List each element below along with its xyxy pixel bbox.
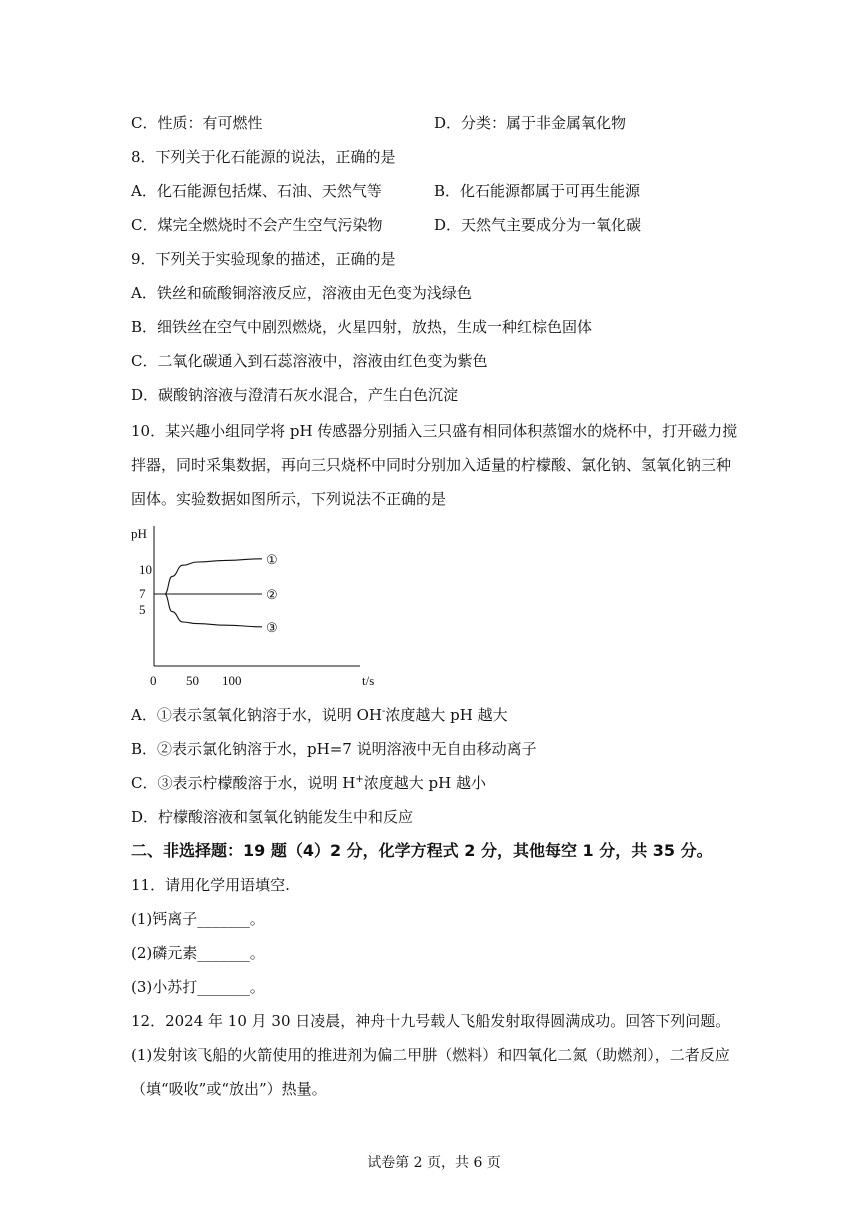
q8-option-a: A．化石能源包括煤、石油、天然气等 (131, 182, 382, 200)
y-tick-label: 5 (139, 602, 146, 617)
q10-stem-line1: 10．某兴趣小组同学将 pH 传感器分别插入三只盛有相同体积蒸馏水的烧杯中，打开磁力搅 (131, 422, 738, 440)
chart-ylabel: pH (131, 526, 147, 541)
q7-option-d: D．分类：属于非金属氧化物 (434, 114, 627, 132)
q12-part1-line2: （填“吸收”或“放出”）热量。 (131, 1080, 327, 1098)
x-tick-label: 0 (150, 673, 157, 688)
q9-option-d: D．碳酸钠溶液与澄清石灰水混合，产生白色沉淀 (131, 386, 459, 404)
q10-stem-line2: 拌器，同时采集数据，再向三只烧杯中同时分别加入适量的柠檬酸、氯化钠、氢氧化钠三种 (131, 456, 732, 474)
series-label-2: ② (266, 587, 278, 602)
q8-option-b: B．化石能源都属于可再生能源 (434, 182, 641, 200)
q8-stem: 8．下列关于化石能源的说法，正确的是 (131, 148, 396, 166)
q10-option-c (131, 773, 486, 793)
q10-option-a (131, 705, 508, 725)
q11-part3: (3)小苏打_______。 (131, 978, 265, 996)
q8-option-c: C．煤完全燃烧时不会产生空气污染物 (131, 216, 383, 234)
q12-part1-line1: (1)发射该飞船的火箭使用的推进剂为偏二甲肼（燃料）和四氧化二氮（助燃剂），二者反应 (131, 1046, 730, 1064)
q9-option-c: C．二氧化碳通入到石蕊溶液中，溶液由红色变为紫色 (131, 352, 488, 370)
series-label-1: ① (266, 551, 278, 567)
chart-xlabel: t/s (362, 673, 375, 688)
y-tick-label: 7 (139, 586, 146, 601)
y-tick-label: 10 (139, 562, 152, 577)
q10-option-c-text: C．③表示柠檬酸溶于水，说明 H (131, 774, 356, 792)
q10-option-a-charge: - (381, 706, 386, 717)
q8-option-d: D．天然气主要成分为一氧化碳 (434, 216, 642, 234)
page-footer: 试卷第 2 页，共 6 页 (367, 1155, 501, 1171)
q10-option-c-charge: + (355, 774, 364, 785)
q11-part2: (2)磷元素_______。 (131, 944, 265, 962)
q10-stem-line3: 固体。实验数据如图所示，下列说法不正确的是 (131, 490, 447, 508)
q9-option-b: B．细铁丝在空气中剧烈燃烧，火星四射，放热，生成一种红棕色固体 (131, 318, 593, 336)
section2-heading: 二、非选择题：19 题（4）2 分，化学方程式 2 分，其他每空 1 分，共 35 分。 (131, 841, 713, 860)
ph-chart (128, 518, 398, 693)
series-label-3: ③ (266, 619, 278, 635)
series-line-3 (165, 594, 262, 627)
q10-option-c-text-end: 浓度越大 pH 越小 (363, 774, 486, 792)
x-tick-label: 50 (186, 673, 199, 688)
q11-part1: (1)钙离子_______。 (131, 910, 265, 928)
q12-stem: 12．2024 年 10 月 30 日凌晨，神舟十九号载人飞船发射取得圆满成功。回答下列问题。 (131, 1012, 731, 1030)
q7-option-c: C．性质：有可燃性 (131, 114, 263, 132)
q10-option-b: B．②表示氯化钠溶于水，pH=7 说明溶液中无自由移动离子 (131, 740, 537, 758)
q9-stem: 9．下列关于实验现象的描述，正确的是 (131, 250, 396, 268)
q10-option-a-text-end: 浓度越大 pH 越大 (385, 706, 508, 724)
x-tick-label: 100 (222, 673, 242, 688)
q10-option-a-text: A．①表示氢氧化钠溶于水，说明 OH (131, 706, 382, 724)
q10-option-d: D．柠檬酸溶液和氢氧化钠能发生中和反应 (131, 808, 414, 826)
q11-stem: 11．请用化学用语填空. (131, 876, 290, 894)
q9-option-a: A．铁丝和硫酸铜溶液反应，溶液由无色变为浅绿色 (131, 284, 472, 302)
series-line-1 (165, 559, 262, 594)
